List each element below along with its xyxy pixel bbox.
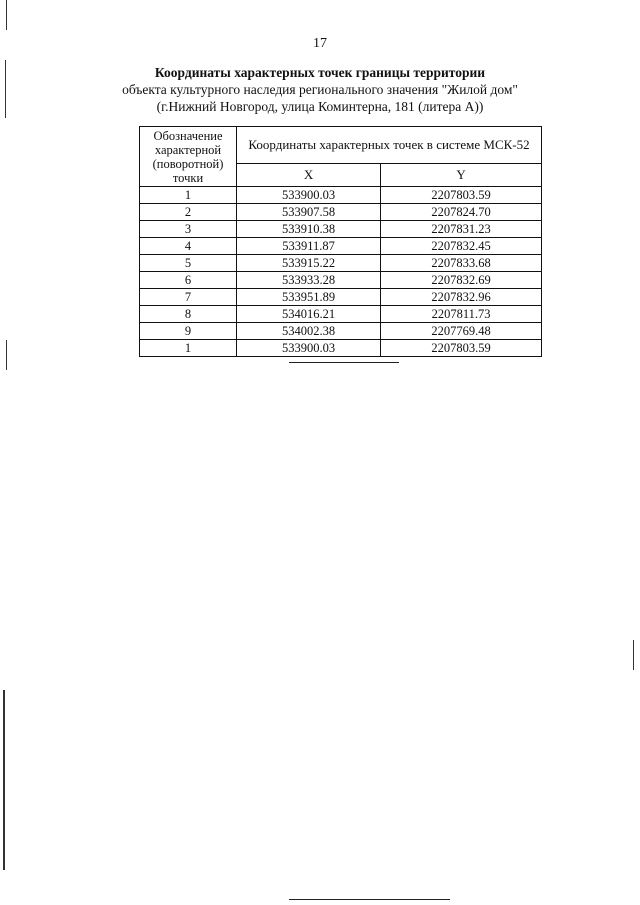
document-address: (г.Нижний Новгород, улица Коминтерна, 181 (литера А))	[156, 99, 484, 114]
document-title-block	[0, 64, 640, 115]
y-cell: 2207803.59	[381, 340, 542, 357]
x-cell: 533900.03	[237, 187, 381, 204]
y-cell: 2207824.70	[381, 204, 542, 221]
y-cell: 2207832.45	[381, 238, 542, 255]
point-cell: 2	[140, 204, 237, 221]
table-row	[140, 187, 542, 204]
point-cell: 1	[140, 340, 237, 357]
x-column-header: X	[237, 164, 381, 187]
y-cell: 2207832.69	[381, 272, 542, 289]
point-cell: 4	[140, 238, 237, 255]
table-row	[140, 306, 542, 323]
table-row	[140, 204, 542, 221]
x-cell: 533915.22	[237, 255, 381, 272]
point-cell: 7	[140, 289, 237, 306]
coordinate-system-header: Координаты характерных точек в системе МСК-52	[237, 127, 542, 164]
table-row	[140, 340, 542, 357]
point-cell: 8	[140, 306, 237, 323]
point-cell: 6	[140, 272, 237, 289]
scan-edge-mark	[6, 0, 7, 30]
table-row	[140, 221, 542, 238]
scan-edge-mark	[5, 60, 6, 118]
coordinates-table	[139, 126, 542, 357]
y-column-header: Y	[381, 164, 542, 187]
page-number: 17	[313, 36, 327, 51]
scan-edge-mark	[6, 340, 7, 370]
x-cell: 533910.38	[237, 221, 381, 238]
page-bottom-rule	[289, 899, 450, 900]
scan-edge-mark	[633, 640, 634, 670]
document-title: Координаты характерных точек границы территории	[154, 65, 486, 80]
table-row	[140, 238, 542, 255]
y-cell: 2207832.96	[381, 289, 542, 306]
table-row	[140, 255, 542, 272]
y-cell: 2207811.73	[381, 306, 542, 323]
point-cell: 5	[140, 255, 237, 272]
x-cell: 533933.28	[237, 272, 381, 289]
point-cell: 9	[140, 323, 237, 340]
y-cell: 2207803.59	[381, 187, 542, 204]
x-cell: 533900.03	[237, 340, 381, 357]
x-cell: 533911.87	[237, 238, 381, 255]
table-row	[140, 323, 542, 340]
x-cell: 533951.89	[237, 289, 381, 306]
y-cell: 2207769.48	[381, 323, 542, 340]
x-cell: 533907.58	[237, 204, 381, 221]
point-cell: 3	[140, 221, 237, 238]
end-of-table-rule	[289, 362, 399, 363]
y-cell: 2207833.68	[381, 255, 542, 272]
point-cell: 1	[140, 187, 237, 204]
x-cell: 534002.38	[237, 323, 381, 340]
point-column-header: Обозначение характерной (поворотной) точки	[140, 127, 237, 187]
table-row	[140, 289, 542, 306]
x-cell: 534016.21	[237, 306, 381, 323]
y-cell: 2207831.23	[381, 221, 542, 238]
table-row	[140, 272, 542, 289]
document-subtitle: объекта культурного наследия регионального значения "Жилой дом"	[122, 82, 518, 97]
scan-edge-mark	[3, 690, 5, 870]
table-header-row	[140, 127, 542, 164]
